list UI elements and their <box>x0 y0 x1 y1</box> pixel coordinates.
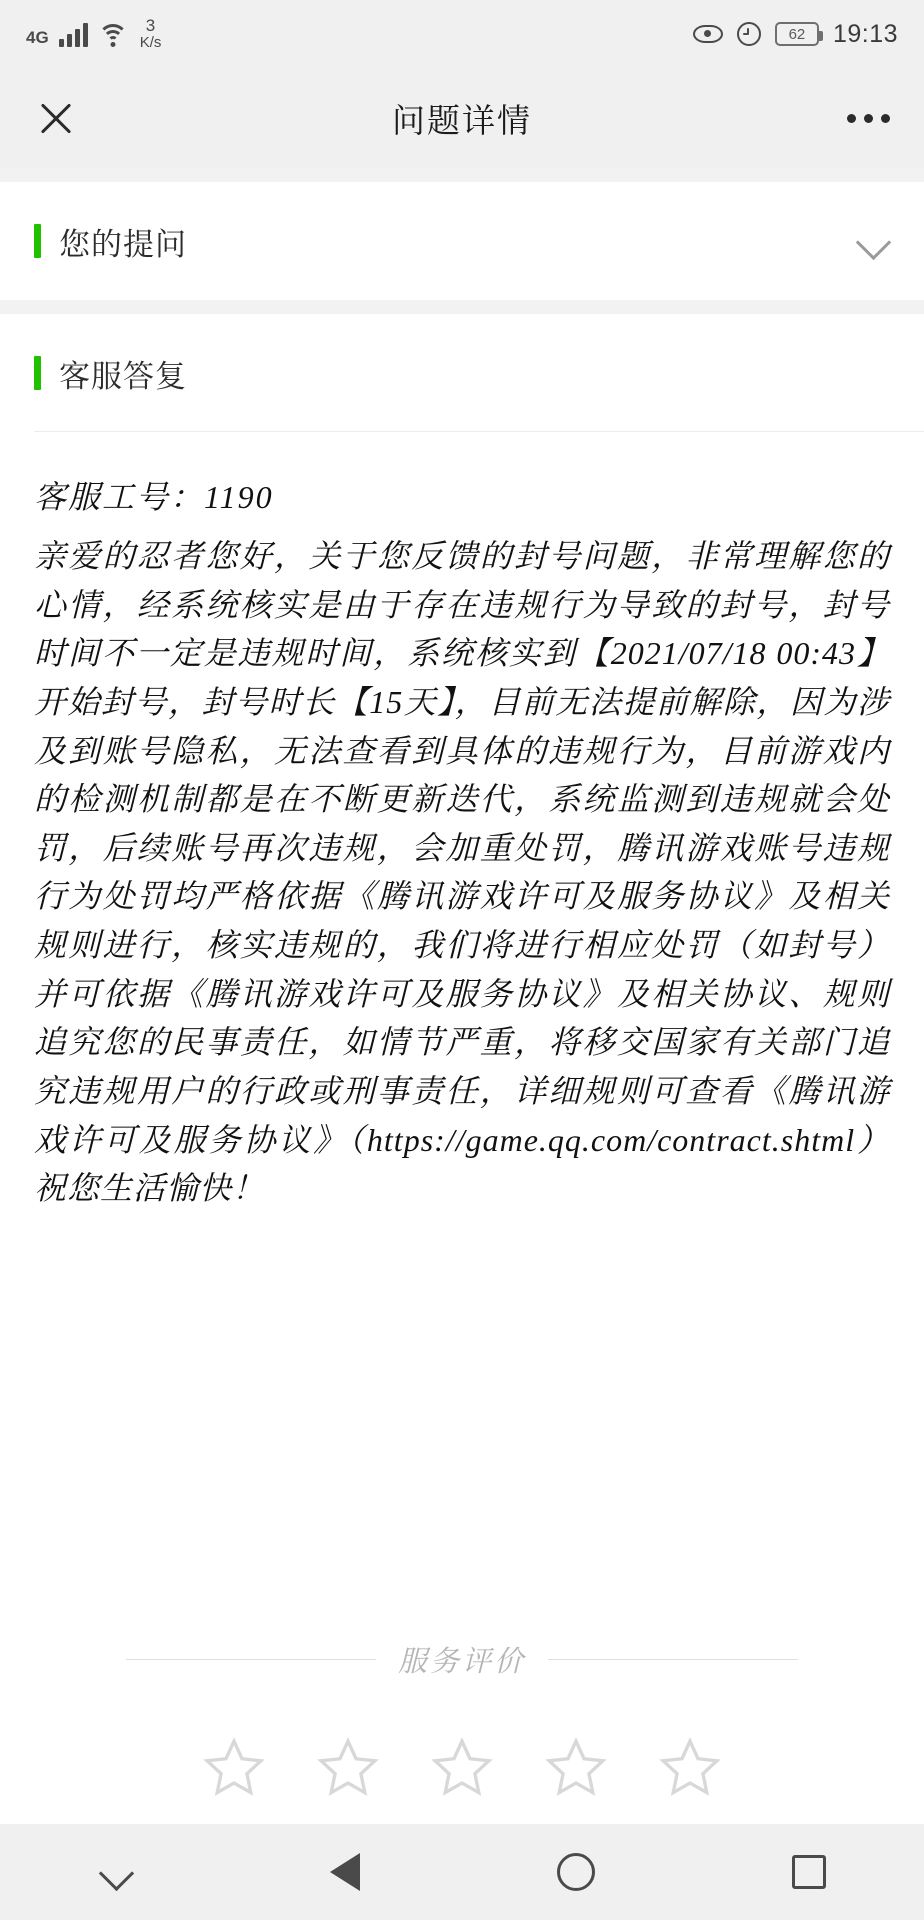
status-bar-right <box>693 20 898 49</box>
star-icon-2[interactable] <box>317 1736 379 1798</box>
battery-icon <box>775 22 819 46</box>
title-bar <box>0 68 924 168</box>
status-bar-left <box>26 17 161 51</box>
rating-label-row <box>34 1639 890 1680</box>
more-options-icon[interactable] <box>847 114 890 123</box>
rating-label: 服务评价 <box>397 1646 526 1678</box>
star-icon-1[interactable] <box>203 1736 265 1798</box>
agent-id-value: 1190 <box>204 479 274 515</box>
status-bar-clock: 19:13 <box>832 19 898 48</box>
divider <box>34 431 924 432</box>
rating-divider-left <box>126 1659 376 1660</box>
section-accent-bar <box>34 224 41 258</box>
network-speed-unit: K/s <box>139 34 162 52</box>
service-rating <box>0 1595 924 1824</box>
rating-divider-right <box>548 1659 798 1660</box>
home-circle-icon[interactable] <box>557 1853 595 1891</box>
star-icon-3[interactable] <box>431 1736 493 1798</box>
chevron-down-icon[interactable] <box>856 224 890 258</box>
wifi-icon <box>98 22 128 46</box>
chevron-down-icon-nav[interactable] <box>99 1855 133 1889</box>
star-rating[interactable] <box>34 1736 890 1798</box>
network-type-label: 4G <box>26 28 49 48</box>
agent-id-label: 客服工号： <box>34 479 205 515</box>
eye-comfort-icon <box>693 25 723 43</box>
star-icon-4[interactable] <box>545 1736 607 1798</box>
alarm-clock-icon <box>737 22 761 46</box>
answer-text: 亲爱的忍者您好，关于您反馈的封号问题，非常理解您的心情，经系统核实是由于存在违规行为导致的封号，封号时间不一定是违规时间，系统核实到【2021/07/18 00:43】开始封号，封号时长【15天】，目前无法提前解除，因为涉及到账号隐私，无法查看到具体的违规行为，目前游戏内的检测机制都是在不断更新迭代，系统监测到违规就会处罚，后续账号再次违规，会加重处罚，腾讯游戏账号违规行为处罚均严格依据《腾讯游戏许可及服务协议》及相关规则进行，核实违规的，我们将进行相应处罚（如封号）并可依据《腾讯游戏许可及服务协议》及相关协议、规则追究您的民事责任，如情节严重，将移交国家有关部门追究违规用户的行政或刑事责任，详细规则可查看《腾讯游戏许可及服务协议》（https://game.qq.com/contract.shtml）祝您生活愉快！ <box>34 538 890 1207</box>
status-bar <box>0 0 924 68</box>
signal-bars-icon <box>59 21 88 47</box>
back-triangle-icon[interactable] <box>330 1853 360 1891</box>
system-nav-bar <box>0 1824 924 1920</box>
question-section-title: 您的提问 <box>59 226 187 262</box>
network-speed-value: 3 <box>145 16 156 36</box>
answer-section-header <box>0 314 924 432</box>
recents-square-icon[interactable] <box>792 1855 826 1889</box>
question-section-header[interactable] <box>0 182 924 300</box>
star-icon-5[interactable] <box>659 1736 721 1798</box>
battery-level-label: 62 <box>788 25 806 43</box>
agent-id-line <box>34 472 890 518</box>
answer-section-title: 客服答复 <box>59 358 187 394</box>
section-spacer <box>0 168 924 182</box>
page-title: 问题详情 <box>392 101 532 139</box>
section-accent-bar-2 <box>34 356 41 390</box>
network-speed <box>140 17 162 51</box>
section-spacer-2 <box>0 300 924 314</box>
answer-body <box>0 432 924 1595</box>
